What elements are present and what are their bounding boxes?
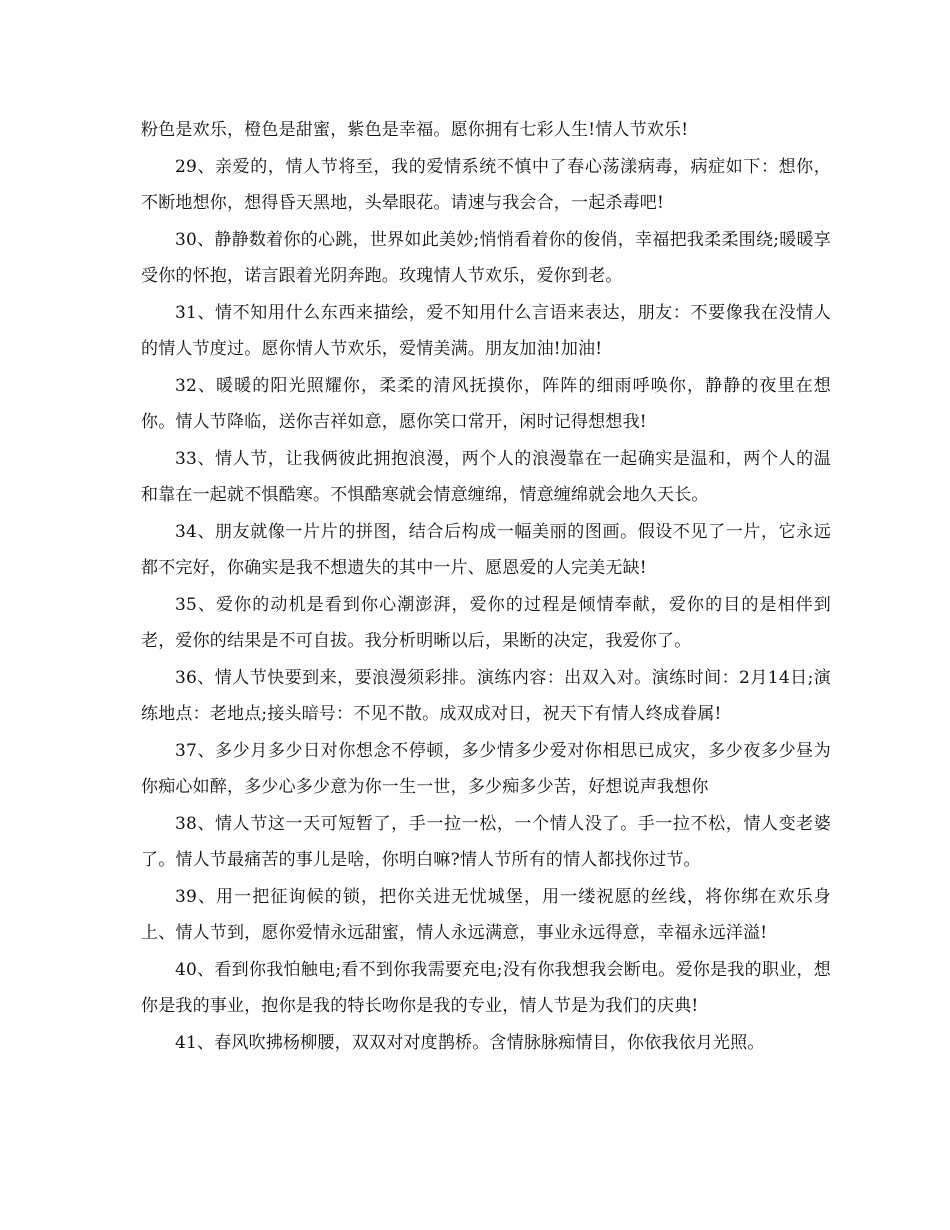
paragraph-36: 36、情人节快要到来，要浪漫须彩排。演练内容：出双入对。演练时间：2月14日;演练地点：老地点;接头暗号：不见不散。成双成对日，祝天下有情人终成眷属!	[141, 667, 831, 724]
paragraph-30: 30、静静数着你的心跳，世界如此美妙;悄悄看着你的俊俏，幸福把我柔柔围绕;暖暖享受你的怀抱，诺言跟着光阴奔跑。玫瑰情人节欢乐，爱你到老。	[141, 229, 831, 286]
paragraph-39: 39、用一把征询候的锁，把你关进无忧城堡，用一缕祝愿的丝线，将你绑在欢乐身上、情人节到，愿你爱情永远甜蜜，情人永远满意，事业永远得意，幸福永远洋溢!	[141, 886, 831, 943]
paragraph-35: 35、爱你的动机是看到你心潮澎湃，爱你的过程是倾情奉献，爱你的目的是相伴到老，爱你的结果是不可自拔。我分析明晰以后，果断的决定，我爱你了。	[141, 594, 831, 651]
paragraph-34: 34、朋友就像一片片的拼图，结合后构成一幅美丽的图画。假设不见了一片，它永远都不完好，你确实是我不想遗失的其中一片、愿恩爱的人完美无缺!	[141, 521, 831, 578]
paragraph-41: 41、春风吹拂杨柳腰，双双对对度鹊桥。含情脉脉痴情目，你依我依月光照。	[175, 1032, 765, 1053]
paragraph-37: 37、多少月多少日对你想念不停顿，多少情多少爱对你相思已成灾，多少夜多少昼为你痴心如醉，多少心多少意为你一生一世，多少痴多少苦，好想说声我想你	[141, 740, 831, 797]
paragraph-33: 33、情人节，让我俩彼此拥抱浪漫，两个人的浪漫靠在一起确实是温和，两个人的温和靠在一起就不惧酷寒。不惧酷寒就会情意缠绵，情意缠绵就会地久天长。	[141, 448, 831, 505]
paragraph-40: 40、看到你我怕触电;看不到你我需要充电;没有你我想我会断电。爱你是我的职业，想你是我的事业，抱你是我的特长吻你是我的专业，情人节是为我们的庆典!	[141, 959, 831, 1016]
paragraph-29: 29、亲爱的，情人节将至，我的爱情系统不慎中了春心荡漾病毒，病症如下：想你，不断地想你，想得昏天黑地，头晕眼花。请速与我会合，一起杀毒吧!	[141, 156, 831, 213]
paragraph-31: 31、情不知用什么东西来描绘，爱不知用什么言语来表达，朋友：不要像我在没情人的情人节度过。愿你情人节欢乐，爱情美满。朋友加油!加油!	[141, 302, 831, 359]
document-body	[141, 112, 831, 1061]
paragraph-38: 38、情人节这一天可短暂了，手一拉一松，一个情人没了。手一拉不松，情人变老婆了。情人节最痛苦的事儿是啥，你明白嘛?情人节所有的情人都找你过节。	[141, 813, 831, 870]
paragraph-32: 32、暖暖的阳光照耀你，柔柔的清风抚摸你，阵阵的细雨呼唤你，静静的夜里在想你。情人节降临，送你吉祥如意，愿你笑口常开，闲时记得想想我!	[141, 375, 831, 432]
paragraph-intro-text: 粉色是欢乐，橙色是甜蜜，紫色是幸福。愿你拥有七彩人生!情人节欢乐!	[141, 120, 689, 140]
